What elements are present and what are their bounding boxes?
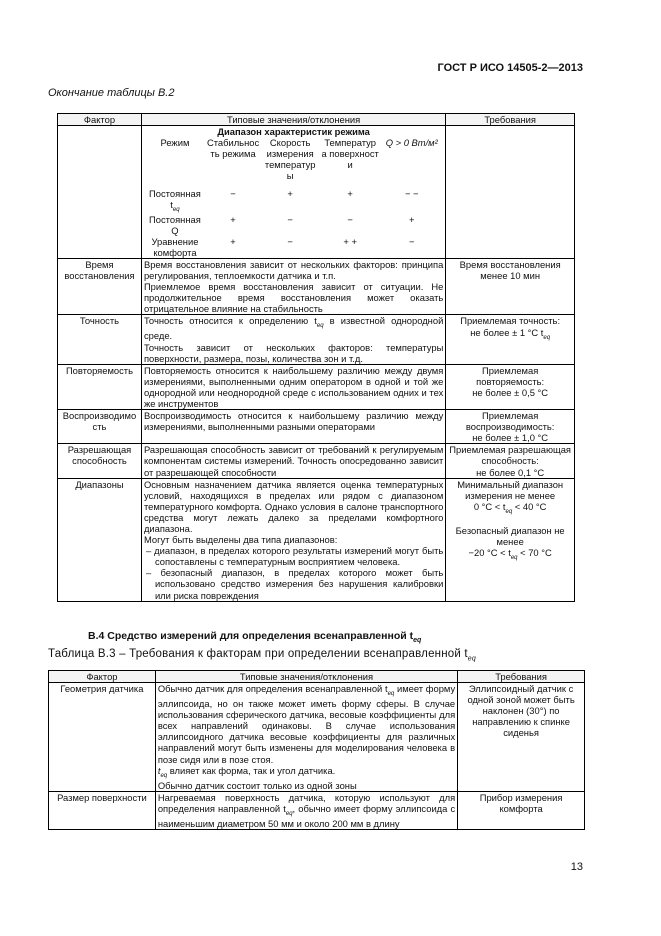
table-row — [58, 410, 575, 444]
mode-col-header: Скорость измерения температур ы — [264, 137, 316, 182]
requirement-cell: Прибор измерения комфорта — [458, 791, 585, 829]
header-requirements: Требования — [446, 114, 575, 126]
values-cell: Повторяемость относится к наибольшему различию между двумя измерениями, выполненными одним оператором в одной и той же однородной или неоднородной среде с использованием одних и тех же инструментов — [141, 364, 445, 409]
table-b3 — [48, 670, 585, 830]
mode-col-header: Стабильнос ть режима — [206, 137, 260, 160]
requirement-cell: Приемлемая повторяемость: не более ± 0,5 °C — [446, 364, 575, 409]
mode-row: Постоянная $t_{eq}$ − + + − − — [149, 187, 419, 213]
requirement-cell: Приемлемая точность: не более ± 1 °C $t_{eq}$ — [446, 315, 575, 364]
table-row — [49, 791, 585, 829]
factor-cell: Точность — [58, 315, 142, 364]
mode-row: Постоянная Q + − − + — [149, 213, 415, 236]
mode-subtable — [144, 137, 443, 258]
requirement-cell: Приемлемая разрешающая способность: не более 0,1 °C — [446, 444, 575, 478]
requirement-cell: Минимальный диапазон измерения не менее 0 $^\circ C < t_{eq} < 40$ °C Безопасный диапазон не менее −20 $^\circ C < t_{eq} < 70$ °C — [446, 478, 575, 601]
header-factor: Фактор — [58, 114, 142, 126]
values-cell: Основным назначением датчика является оценка температурных условий, находящихся в пределах или рядом с диапазоном температурного комфорта. Однако условия в салоне транспортного средства могут лежать далеко за пределами комфортного диапазона. Могут быть выделены два типа диапазонов: – диапазон, в пределах которого результаты измерений могут быть сопоставлены с температурным восприятием человека. – безопасный диапазон, в пределах которого может быть использовано средство измерения без нарушения калибровки или риска повреждения — [141, 478, 445, 601]
mode-row: Уравнение комфорта + − + + − — [151, 235, 415, 258]
table-continuation-label: Окончание таблицы В.2 — [48, 87, 175, 99]
table-row — [58, 258, 575, 314]
values-cell: Нагреваемая поверхность датчика, которую используют для определения направленной $t_{eq}$, обычно имеет форму эллипсоида с наименьшим диаметром 50 мм и около 200 мм в длину — [155, 791, 457, 829]
requirement-cell: Время восстановления менее 10 мин — [446, 258, 575, 314]
table-b3-caption: Таблица В.3 – Требования к факторам при определении всенаправленной $t_{eq}$ — [48, 648, 476, 663]
table-row — [58, 364, 575, 409]
page-number: 13 — [570, 861, 583, 873]
table-row — [58, 444, 575, 478]
values-cell: Время восстановления зависит от нескольких факторов: принципа регулирования, теплоемкости датчика и т.п. Приемлемое время восстановления зависит от ситуации. Не продолжительное время восстановления может оказать отрицательное влияние на стабильность — [141, 258, 445, 314]
standard-header: ГОСТ Р ИСО 14505-2—2013 — [437, 62, 583, 74]
table-row — [58, 126, 575, 259]
factor-cell: Воспроизводимо сть — [58, 410, 142, 444]
table-row — [49, 683, 585, 792]
mode-col-header: Режим — [160, 137, 190, 149]
values-cell: Разрешающая способность зависит от требований к регулируемым компонентам системы измерений. Точность опосредованно зависит от разрешающей способности — [141, 444, 445, 478]
header-requirements: Требования — [458, 671, 585, 683]
values-cell: Обычно датчик для определения всенаправленной $t_{eq}$ имеет форму эллипсоида, но он также может иметь форму сферы. В случае использования сферического датчика, весовые коэффициенты для всех направлений одинаковы. В случае использования эллипсоидного датчика весовые коэффициенты для различных направлений могут быть изменены для моделирования человека в позе сидя или в позе стоя. $t_{eq}$ влияет как форма, так и угол датчика. Обычно датчик состоит только из одной зоны — [155, 683, 457, 792]
requirement-cell: Эллипсоидный датчик с одной зоной может быть наклонен (30°) по направлению к спинке сиденья — [458, 683, 585, 792]
factor-cell: Геометрия датчика — [49, 683, 156, 792]
header-values: Типовые значения/отклонения — [141, 114, 445, 126]
values-cell: Точность относится к определению $t_{eq}$ в известной однородной среде. Точность зависит от нескольких факторов: температуры поверхности, размера, позы, количества зон и т.д. — [141, 315, 445, 364]
table-row — [58, 478, 575, 601]
table-b2 — [57, 113, 575, 602]
header-factor: Фактор — [49, 671, 156, 683]
header-values: Типовые значения/отклонения — [155, 671, 457, 683]
factor-cell: Диапазоны — [58, 478, 142, 601]
factor-cell: Размер поверхности — [49, 791, 156, 829]
mode-col-header: Температур а поверхност и — [321, 137, 379, 171]
table-row — [58, 315, 575, 364]
table-header-row — [49, 671, 585, 683]
factor-cell: Время восстановления — [58, 258, 142, 314]
section-title-b4: В.4 Средство измерений для определения всенаправленной $t_{eq}$ — [88, 630, 422, 645]
table-header-row — [58, 114, 575, 126]
requirement-cell: Приемлемая воспроизводимость: не более ± 1,0 °C — [446, 410, 575, 444]
factor-cell: Повторяемость — [58, 364, 142, 409]
values-cell: Воспроизводимость относится к наибольшему различию между измерениями, выполненными разными операторами — [141, 410, 445, 444]
factor-cell: Разрешающая способность — [58, 444, 142, 478]
mode-col-header: Q > 0 Вт/м² — [385, 137, 438, 149]
mode-block-title: Диапазон характеристик режима — [217, 126, 370, 138]
